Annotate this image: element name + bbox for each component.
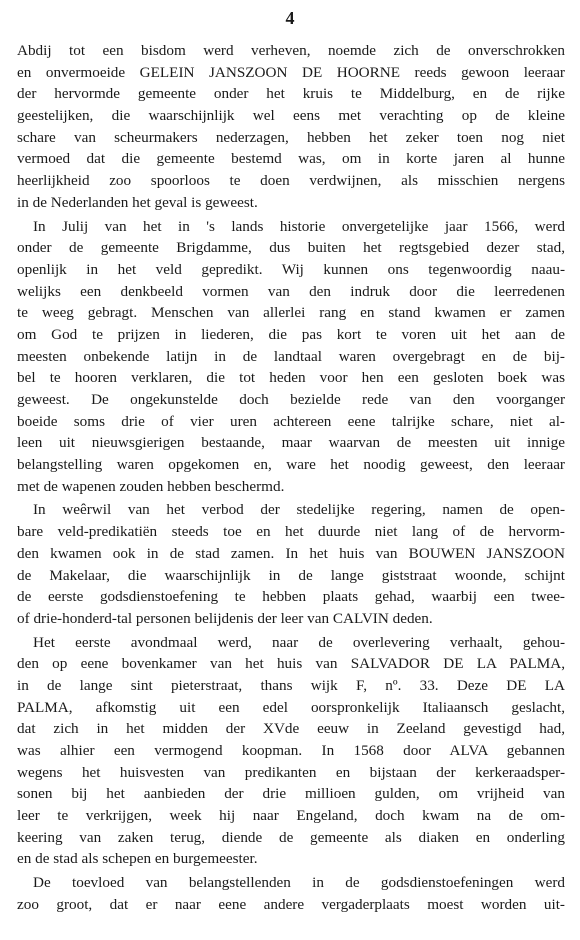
text-line: den op eene bovenkamer van het huis van SALVADOR DE LA PALMA, (17, 655, 565, 673)
text-line: vermoed dat die gemeente bestemd was, om in korte jaren al hunne (17, 150, 565, 168)
text-line: openlijk in het veld gepredikt. Wij kunnen ons tegenwoordig naau- (17, 260, 565, 278)
text-line: leen uit nieuwsgierigen bestaande, maar waarvan de meesten uit innige (17, 434, 565, 452)
text-line: zoo groot, dat er naar eene andere vergaderplaats moest worden uit- (17, 895, 565, 913)
text-line: en onvermoeide GELEIN JANSZOON DE HOORNE reeds gewoon leeraar (17, 63, 565, 81)
text-line: te weeg gebragt. Menschen van allerlei rang en stand kwamen er zamen (17, 304, 565, 322)
text-line: heerlijkheid zoo spoorloos te doen verdwijnen, als misschien nergens (17, 172, 565, 190)
paragraph (17, 216, 565, 498)
text-line: sonen bij het aanbieden der drie millioen gulden, om vrijheid van (17, 785, 565, 803)
text-line: bare veld-predikatiën steeds toe en het duurde niet lang of de hervorm- (17, 523, 565, 541)
text-line: keering van zaken terug, diende de gemeente als diaken en onderling (17, 828, 565, 846)
text-line: de eerste godsdienstoefening te hebben plaats gehad, waarbij een twee- (17, 588, 565, 606)
text-line: onder de gemeente Brigdamme, dus buiten het regtsgebied dezer stad, (17, 239, 565, 257)
text-line: De toevloed van belangstellenden in de godsdienstoefeningen werd (33, 874, 565, 892)
text-line: bel te hooren verklaren, die tot heden voor hen een gesloten boek was (17, 369, 565, 387)
text-line: met de wapenen zouden hebben beschermd. (17, 477, 285, 495)
text-line: In weêrwil van het verbod der stedelijke regering, namen de open- (33, 501, 565, 519)
text-line: om God te prijzen in liederen, die pas kort te voren uit het aan de (17, 325, 565, 343)
text-line: Abdij tot een bisdom werd verheven, noemde zich de onverschrokken (17, 42, 565, 59)
page-number: 4 (285, 8, 295, 28)
text-line: boeide soms drie of vier uren achtereen eene talrijke schare, niet al- (17, 412, 565, 430)
paragraph (17, 40, 565, 214)
text-line: wegens het huisvesten van predikanten en bijstaan der kerkeraadsper- (17, 763, 565, 781)
text-line: PALMA, afkomstig uit een edel oorspronkelijk Italiaansch geslacht, (17, 698, 565, 716)
text-line: was alhier een vermogend koopman. In 1568 door ALVA gebannen (17, 742, 565, 759)
paragraph (17, 872, 565, 915)
text-line: meesten onbekende latijn in de landtaal waren overgebragt en de bij- (17, 347, 565, 365)
text-line: schare van scheurmakers nederzagen, hebben het zeker toen nog niet (17, 128, 565, 146)
text-line: belangstelling waren opgekomen en, ware het noodig geweest, den leeraar (17, 456, 565, 474)
text-line: dat zich in het midden der XVde eeuw in Zeeland gevestigd had, (17, 720, 565, 738)
paragraph (17, 499, 565, 629)
text-line: in de lange sint pieterstraat, thans wijk F, nº. 33. Deze DE LA (17, 676, 565, 694)
text-line: Het eerste avondmaal werd, naar de overlevering verhaalt, gehou- (33, 633, 565, 651)
text-line: der hervormde gemeente onder het kruis te Middelburg, en de rijke (17, 85, 565, 103)
text-line: In Julij van het in 's lands historie onvergetelijke jaar 1566, werd (33, 217, 565, 235)
text-line: den kwamen ook in de stad zamen. In het huis van BOUWEN JANSZOON (17, 544, 565, 562)
text-line: de Makelaar, die waarschijnlijk in de lange giststraat woonde, schijnt (17, 566, 565, 584)
paragraph (17, 632, 565, 871)
body-text (17, 40, 565, 918)
text-line: leer te verkrijgen, week hij naar Engeland, doch kwam na de om- (17, 807, 565, 825)
text-line: of drie-honderd-tal personen belijdenis der leer van CALVIN deden. (17, 609, 433, 627)
text-line: welijks een denkbeeld vormen van den indruk door die leerredenen (17, 282, 565, 300)
text-line: in de Nederlanden het geval is geweest. (17, 193, 258, 211)
text-line: en de stad als schepen en burgemeester. (17, 850, 258, 868)
text-line: geweest. De ongekunstelde doch bezielde rede van den voorganger (17, 391, 565, 408)
text-line: geestelijken, die waarschijnlijk wel eens met verachting op de kleine (17, 107, 565, 125)
